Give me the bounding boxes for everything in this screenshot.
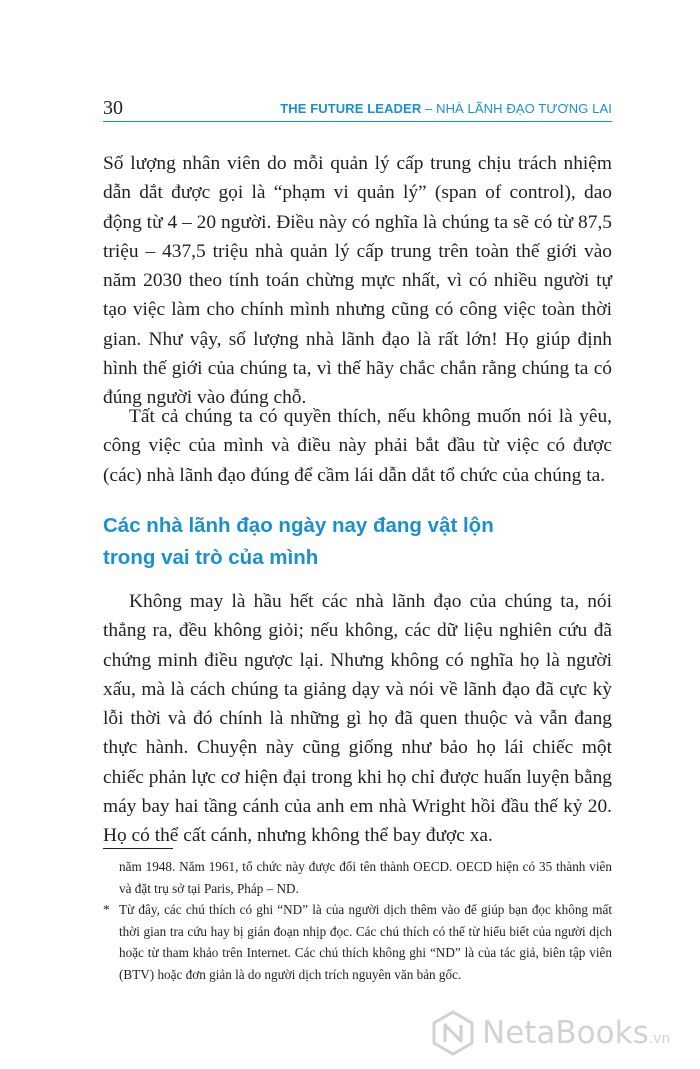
footnote-marker: * <box>103 902 110 917</box>
footnotes <box>103 856 612 985</box>
watermark-text <box>482 1016 670 1056</box>
body-paragraph-2: Tất cả chúng ta có quyền thích, nếu không muốn nói là yêu, công việc của mình và điều này phải bắt đầu từ việc có được (các) nhà lãnh đạo đúng để cầm lái dẫn dắt tổ chức của chúng ta. <box>103 406 612 486</box>
section-heading <box>103 510 612 574</box>
running-head <box>280 101 612 117</box>
body-paragraph-3: Không may là hầu hết các nhà lãnh đạo của chúng ta, nói thẳng ra, đều không giỏi; nếu không, các dữ liệu nghiên cứu đã chứng minh điều ngược lại. Nhưng không có nghĩa họ là người xấu, mà là cách chúng ta giảng dạy và nói về lãnh đạo đã cực kỳ lỗi thời và đó chính là những gì họ đã quen thuộc và vẫn đang thực hành. Chuyện này cũng giống như bảo họ lái chiếc một chiếc phản lực cơ hiện đại trong khi họ chỉ được huấn luyện bằng máy bay hai tầng cánh của anh em nhà Wright hồi đầu thế kỷ 20. Họ có thể cất cánh, nhưng không thể bay được xa. <box>103 591 612 847</box>
header-rule <box>103 121 612 122</box>
netabooks-logo-icon <box>430 1010 476 1056</box>
section-heading-line-2: trong vai trò của mình <box>103 546 319 569</box>
running-head-separator: – <box>421 101 437 116</box>
footnote-continuation: năm 1948. Năm 1961, tổ chức này được đổi tên thành OECD. OECD hiện có 35 thành viên và đặt trụ sở tại Paris, Pháp – ND. <box>119 859 612 896</box>
running-head-title: NHÀ LÃNH ĐẠO TƯƠNG LAI <box>436 101 612 116</box>
footnote-item <box>103 899 612 985</box>
netabooks-watermark <box>430 1010 695 1062</box>
watermark-tld: .vn <box>648 1031 671 1047</box>
page-number: 30 <box>103 97 123 119</box>
body-paragraph-1: Số lượng nhân viên do mỗi quản lý cấp trung chịu trách nhiệm dẫn dắt được gọi là “phạm vi quản lý” (span of control), dao động từ 4 – 20 người. Điều này có nghĩa là chúng ta sẽ có từ 87,5 triệu – 437,5 triệu nhà quản lý cấp trung trên toàn thế giới vào năm 2030 theo tính toán chừng mực nhất, vì có nhiều người tự tạo việc làm cho chính mình nhưng cũng có công việc toàn thời gian. Như vậy, số lượng nhà lãnh đạo là rất lớn! Họ giúp định hình thế giới của chúng ta, vì thế hãy chắc chắn rằng chúng ta có đúng người vào đúng chỗ. <box>103 153 612 409</box>
footnote-text: Từ đây, các chú thích có ghi “ND” là của người dịch thêm vào để giúp bạn đọc không mất thời gian tra cứu hay bị gián đoạn nhịp đọc. Các chú thích có thể từ hiểu biết của người dịch hoặc từ tham khảo trên Internet. Các chú thích không ghi “ND” là của tác giả, biên tập viên (BTV) hoặc đơn giản là do người dịch trích nguyên văn bản gốc. <box>119 902 612 982</box>
section-heading-line-1: Các nhà lãnh đạo ngày nay đang vật lộn <box>103 514 494 537</box>
running-head-series: THE FUTURE LEADER <box>280 101 422 116</box>
page-header <box>103 96 612 122</box>
watermark-brand: NetaBooks <box>482 1015 649 1051</box>
footnote-rule <box>103 848 173 849</box>
